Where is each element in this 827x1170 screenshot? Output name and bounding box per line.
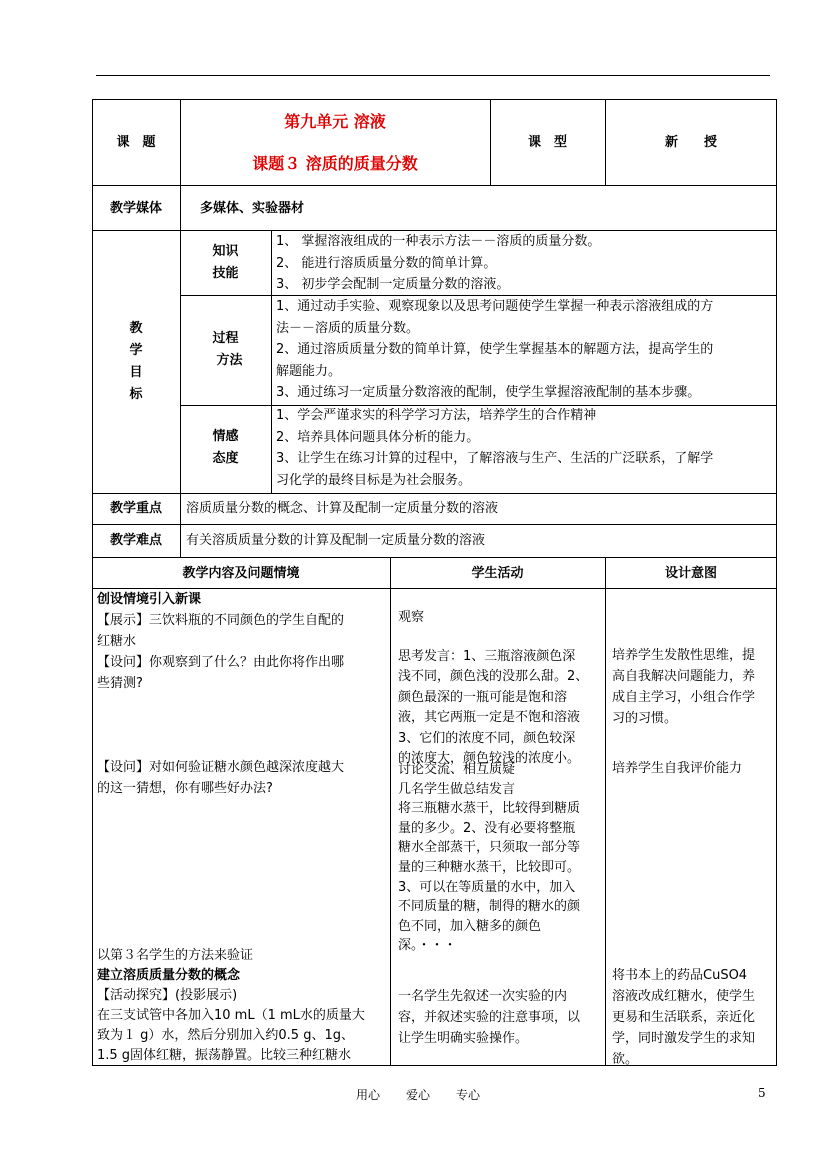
process-objectives: 1、通过动手实验、观察现象以及思考问题使学生掌握一种表示溶液组成的方 法－－溶质的质量分数。 2、通过溶质质量分数的简单计算，使学生掌握基本的解题方法，提高学生的 解题能力。 3、通过练习一定质量分数溶液的配制，使学生掌握溶液配制的基本步骤。 xyxy=(276,299,714,401)
key-point-value: 溶质质量分数的概念、计算及配制一定质量分数的溶液 xyxy=(186,501,499,516)
difficulty-value: 有关溶质质量分数的计算及配制一定质量分数的溶液 xyxy=(186,533,486,548)
key-point-label: 教学重点 xyxy=(109,501,162,516)
student-experiment: 一名学生先叙述一次实验的内 容，并叙述实验的注意事项，以 让学生明确实验操作。 xyxy=(398,989,581,1046)
media-value: 多媒体、实验器材 xyxy=(200,201,305,216)
knowledge-label: 知识 技能 xyxy=(212,244,239,281)
design-intent-1: 培养学生发散性思维，提 高自我解决问题能力，养 成自主学习，小组合作学 习的习惯。 xyxy=(612,648,756,726)
unit-title: 第九单元 溶液 xyxy=(284,112,386,131)
column-header-design: 设计意图 xyxy=(664,566,717,581)
type-label: 课 型 xyxy=(527,135,567,150)
student-thinking: 思考发言：1、三瓶溶液颜色深 浅不同，颜色浅的没那么甜。2、 颜色最深的一瓶可能是饱和溶 液，其它两瓶一定是不饱和溶液 3、它们的浓度不同，颜色较深 的浓度大，颜色较浅的浓度小。 xyxy=(398,649,589,767)
student-observe: 观察 xyxy=(398,610,425,625)
lesson-title: 课题３ 溶质的质量分数 xyxy=(252,154,418,173)
column-header-content: 教学内容及问题情境 xyxy=(182,566,300,581)
knowledge-objectives: 1、 掌握溶液组成的一种表示方法－－溶质的质量分数。 2、 能进行溶质质量分数的简单计算。 3、 初步学会配制一定质量分数的溶液。 xyxy=(276,234,601,293)
type-value: 新 授 xyxy=(664,135,717,150)
design-intent-3: 将书本上的药品CuSO4 溶液改成红糖水，使学生 更易和生活联系，亲近化 学，同时激发学生的求知 欲。 xyxy=(612,968,756,1067)
content-question-verify: 【设问】对如何验证糖水颜色越深浓度越大 的这一猜想，你有哪些好办法? xyxy=(97,760,345,796)
difficulty-label: 教学难点 xyxy=(109,533,162,548)
lesson-label: 课 题 xyxy=(116,135,156,150)
process-label: 过程 方法 xyxy=(212,331,243,368)
emotion-objectives: 1、学会严谨求实的科学学习方法，培养学生的合作精神 2、培养具体问题具体分析的能力。 3、让学生在练习计算的过程中，了解溶液与生产、生活的广泛联系，了解学 习化学的最终目标是为社会服务。 xyxy=(276,408,714,488)
design-intent-2: 培养学生自我评价能力 xyxy=(612,761,743,776)
content-section-1: 创设情境引入新课 【展示】三饮料瓶的不同颜色的学生自配的 红糖水 【设问】你观察到了什么？由此你将作出哪 些猜测? xyxy=(97,592,345,691)
emotion-label: 情感 态度 xyxy=(212,429,239,466)
objectives-label: 教 学 目 标 xyxy=(129,321,143,402)
column-header-student: 学生活动 xyxy=(471,566,524,581)
header-rule xyxy=(96,75,770,76)
page-number: 5 xyxy=(758,1086,766,1100)
footer-motto: 用心 爱心 专心 xyxy=(356,1088,481,1102)
media-label: 教学媒体 xyxy=(109,201,162,216)
student-discussion: 讨论交流、相互质疑 几名学生做总结发言 将三瓶糖水蒸干，比较得到糖质 量的多少。2、没有必要将整瓶 糖水全部蒸干，只须取一部分等 量的三种糖水蒸干，比较即可。 3、可以在等质量的水中，加入 不同质量的糖，制得的糖水的颜 色不同，加入糖多的颜色 深。・・・ xyxy=(398,762,581,954)
content-section-2: 以第３名学生的方法来验证 建立溶质质量分数的概念 【活动探究】(投影展示) 在三支试管中各加入10 mL（1 mL水的质量大 致为１ g）水，然后分别加入约0.5 g、1g、 1.5 g固体红糖，振荡静置。比较三种红糖水 xyxy=(97,948,365,1063)
